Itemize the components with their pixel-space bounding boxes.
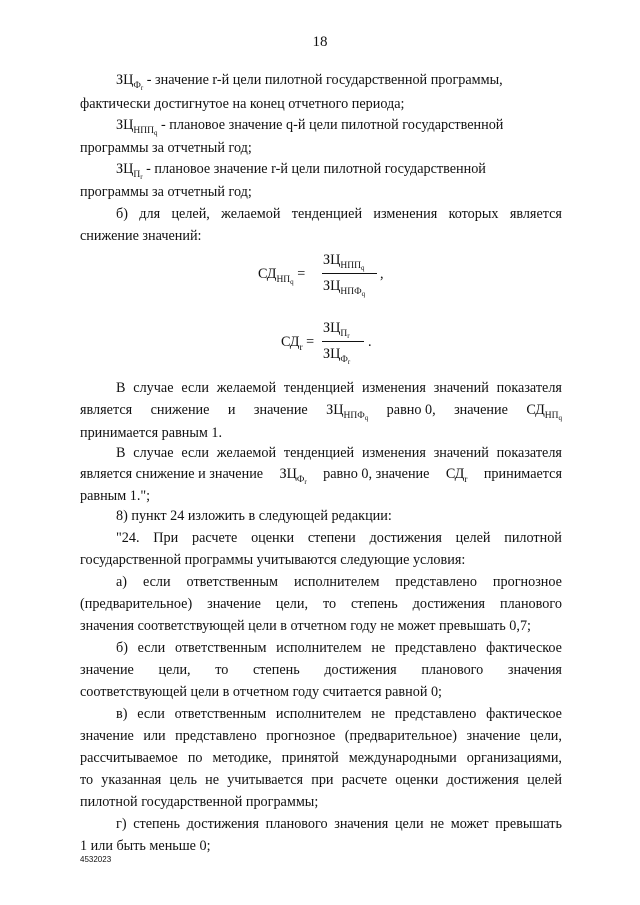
cond-b-line3: соответствующей цели в отчетном году считается равной 0; — [80, 684, 442, 700]
formula1-fraction-bar — [322, 273, 377, 274]
cond-a-line3: значения соответствующей цели в отчетном году не может превышать 0,7; — [80, 618, 531, 634]
case1-line2: является снижение и значение $ЗЦ_{НПФ_q}$ равно 0, значение $СД_{НП_q}$ — [80, 402, 562, 422]
cond-c-line2: значение или представлено прогнозное (предварительное) значение цели, — [80, 728, 562, 744]
case1-line1: В случае если желаемой тенденцией изменения значений показателя — [116, 380, 562, 396]
formula2-numerator: $ЗЦ_{П_r}$ — [323, 320, 350, 340]
cond-a-line2: (предварительное) значение цели, то степень достижения планового — [80, 596, 562, 612]
item8-line: 8) пункт 24 изложить в следующей редакции: — [116, 508, 392, 524]
page-number: 18 — [312, 34, 328, 50]
item-b-line2: снижение значений: — [80, 228, 202, 244]
cond-g-line1: г) степень достижения планового значения цели не может превышать — [116, 816, 562, 832]
item-b-line1: б) для целей, желаемой тенденцией изменения которых является — [116, 206, 562, 222]
case2-line3: равным 1."; — [80, 488, 151, 504]
cond-b-line2: значение цели, то степень достижения планового значения — [80, 662, 562, 678]
definition-zcnpp: $ЗЦ_{НПП_q}$ - плановое значение q-й цели пилотной государственной — [116, 117, 504, 137]
formula2-dot: . — [368, 334, 372, 350]
definition-zcf: $ЗЦ_{Ф_r}$ - значение r-й цели пилотной государственной программы, — [116, 72, 503, 92]
p24-line2: государственной программы учитываются следующие условия: — [80, 552, 466, 568]
document-code: 4532023 — [80, 855, 112, 864]
cond-c-line3: рассчитываемое по методике, принятой международными организациями, — [80, 750, 562, 766]
formula2-denominator: $ЗЦ_{Ф_r}$ — [323, 346, 351, 366]
cond-c-line4: то указанная цель не учитывается при расчете оценки достижения целей — [80, 772, 562, 788]
definition-zcnpp-cont: программы за отчетный год; — [80, 140, 252, 156]
formula1-denominator: $ЗЦ_{НПФ_q}$ — [323, 278, 366, 298]
p24-line1: "24. При расчете оценки степени достижения целей пилотной — [116, 530, 562, 546]
definition-zcp: $ЗЦ_{П_r}$ - плановое значение r-й цели пилотной государственной — [116, 161, 486, 181]
formula1-comma: , — [380, 266, 384, 282]
definition-zcf-cont: фактически достигнутое на конец отчетного периода; — [80, 96, 405, 112]
definition-zcp-cont: программы за отчетный год; — [80, 184, 252, 200]
formula2-fraction-bar — [322, 341, 364, 342]
cond-c-line1: в) если ответственным исполнителем не представлено фактическое — [116, 706, 562, 722]
formula-sd-r: $СД_r$ = — [281, 334, 315, 353]
case2-line1: В случае если желаемой тенденцией изменения значений показателя — [116, 445, 562, 461]
case2-line2: является снижение и значение $ЗЦ_{Ф_r}$ равно 0, значение $СД_r$ принимается — [80, 466, 562, 486]
cond-b-line1: б) если ответственным исполнителем не представлено фактическое — [116, 640, 562, 656]
formula1-numerator: $ЗЦ_{НПП_q}$ — [323, 252, 365, 272]
case1-line3: принимается равным 1. — [80, 425, 223, 441]
cond-c-line5: пилотной государственной программы; — [80, 794, 319, 810]
formula-sd-np: $СД_{НП_q}$ = — [258, 266, 306, 286]
cond-g-line2: 1 или быть меньше 0; — [80, 838, 211, 854]
cond-a-line1: а) если ответственным исполнителем представлено прогнозное — [116, 574, 562, 590]
